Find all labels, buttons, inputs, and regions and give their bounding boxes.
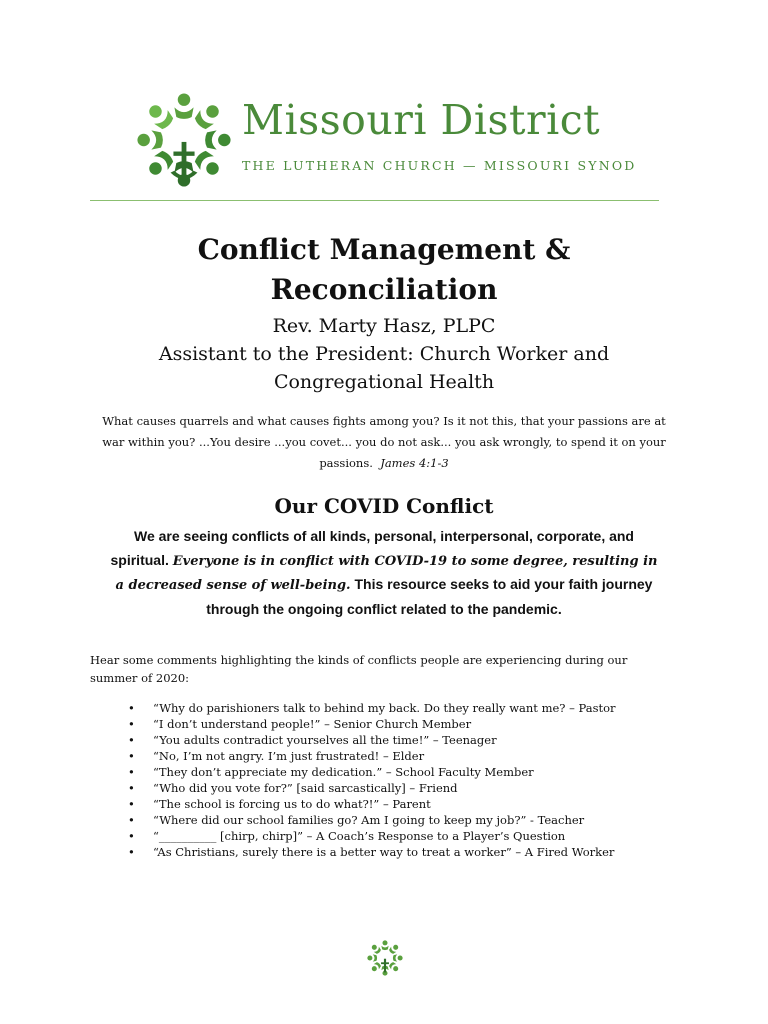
bullet-icon: • [128, 717, 135, 731]
list-item: • “Where did our school families go? Am I going to keep my job?” - Teacher [128, 813, 585, 827]
bullet-icon: • [128, 765, 135, 779]
list-item: • “As Christians, surely there is a better way to treat a worker” – A Fired Worker [128, 845, 615, 859]
scripture-quote [90, 411, 678, 474]
author-block [90, 312, 678, 396]
bullet-icon: • [128, 733, 135, 747]
circle-of-people-cross-logo-icon [136, 92, 232, 188]
title-line-2: Reconciliation [270, 273, 498, 306]
section-intro [108, 525, 660, 621]
footer-logo-icon [367, 940, 403, 976]
list-item: • “You adults contradict yourselves all the time!” – Teenager [128, 733, 497, 747]
bullet-icon: • [128, 749, 135, 763]
intro-text-2: This resource seeks to aid your faith journey through the ongoing conflict related to the pandemic. [206, 576, 653, 617]
header [136, 92, 636, 188]
bullet-icon: • [128, 829, 135, 843]
section-heading: Our COVID Conflict [274, 494, 494, 518]
list-item: • “Who did you vote for?” [said sarcastically] – Friend [128, 781, 458, 795]
bullet-icon: • [128, 781, 135, 795]
list-item: • “__________ [chirp, chirp]” – A Coach’s Response to a Player’s Question [128, 829, 566, 843]
scripture-reference: James 4:1-3 [380, 456, 449, 470]
list-item: • “No, I’m not angry. I’m just frustrated! – Elder [128, 749, 425, 763]
quotes-lead: Hear some comments highlighting the kinds of conflicts people are experiencing during our summer of 2020: [90, 653, 628, 685]
header-divider [90, 200, 659, 201]
author-role-line-1: Assistant to the President: Church Worker and [158, 343, 610, 365]
list-item: • “I don’t understand people!” – Senior Church Member [128, 717, 472, 731]
quotes-list [128, 700, 616, 860]
list-item: • “They don’t appreciate my dedication.” – School Faculty Member [128, 765, 534, 779]
author-role-line-2: Congregational Health [273, 371, 495, 393]
bullet-icon: • [128, 797, 135, 811]
author-name: Rev. Marty Hasz, PLPC [272, 315, 496, 337]
organization-subtitle: THE LUTHERAN CHURCH — MISSOURI SYNOD [242, 158, 637, 173]
list-item: • “The school is forcing us to do what?!” – Parent [128, 797, 431, 811]
document-title [90, 230, 678, 310]
scripture-text: What causes quarrels and what causes fights among you? Is it not this, that your passions are at war within you? ...You desire ...you covet... you do not ask... you ask wrongly, to spend it on your passions. [102, 414, 666, 470]
list-item: • “Why do parishioners talk to behind my back. Do they really want me? – Pastor [128, 701, 616, 715]
intro-text-1: We are seeing conflicts of all kinds, personal, interpersonal, corporate, and spiritual. [110, 528, 634, 568]
organization-name: Missouri District [242, 96, 601, 144]
bullet-icon: • [128, 813, 135, 827]
title-line-1: Conflict Management & [197, 233, 571, 266]
bullet-icon: • [128, 701, 135, 715]
bullet-icon: • [128, 845, 135, 859]
intro-emphasis: Everyone is in conflict with COVID-19 to some degree, resulting in a decreased sense of well-being. [115, 553, 658, 593]
